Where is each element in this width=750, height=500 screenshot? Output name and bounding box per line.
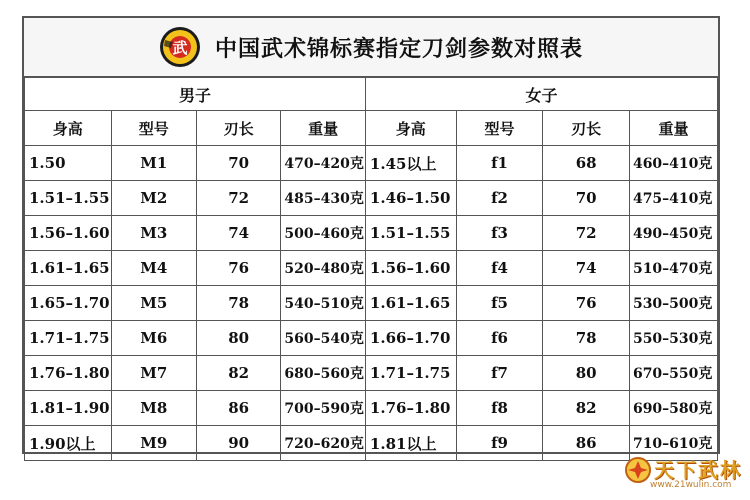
cell-male-model: M5 xyxy=(111,286,196,321)
cell-male-blade-length: 78 xyxy=(196,286,281,321)
cell-male-blade-length: 90 xyxy=(196,426,281,461)
col-male-weight: 重量 xyxy=(281,111,366,146)
cell-male-model: M1 xyxy=(111,146,196,181)
cell-male-model: M6 xyxy=(111,321,196,356)
cell-female-weight: 710–610克 xyxy=(629,426,717,461)
table-row xyxy=(25,216,718,251)
cell-male-weight: 720–620克 xyxy=(281,426,366,461)
cell-male-model: M4 xyxy=(111,251,196,286)
cell-female-height: 1.66–1.70 xyxy=(365,321,456,356)
page-title: 中国武术锦标赛指定刀剑参数对照表 xyxy=(214,35,583,62)
cell-female-model: f6 xyxy=(456,321,543,356)
cell-female-model: f9 xyxy=(456,426,543,461)
cell-male-blade-length: 76 xyxy=(196,251,281,286)
cell-male-blade-length: 74 xyxy=(196,216,281,251)
col-male-model: 型号 xyxy=(111,111,196,146)
cell-female-model: f7 xyxy=(456,356,543,391)
cell-female-weight: 490–450克 xyxy=(629,216,717,251)
table-row xyxy=(25,181,718,216)
cell-male-model: M3 xyxy=(111,216,196,251)
table-row xyxy=(25,286,718,321)
cell-male-height: 1.56–1.60 xyxy=(25,216,112,251)
table-body xyxy=(25,146,718,461)
cell-female-model: f8 xyxy=(456,391,543,426)
cell-female-blade-length: 72 xyxy=(543,216,630,251)
cell-male-weight: 540–510克 xyxy=(281,286,366,321)
cell-male-blade-length: 80 xyxy=(196,321,281,356)
cell-male-model: M2 xyxy=(111,181,196,216)
cell-male-weight: 680–560克 xyxy=(281,356,366,391)
cell-female-height: 1.56–1.60 xyxy=(365,251,456,286)
cell-female-height: 1.46–1.50 xyxy=(365,181,456,216)
site-logo-icon xyxy=(624,456,652,484)
cell-female-blade-length: 82 xyxy=(543,391,630,426)
col-male-blade-length: 刃长 xyxy=(196,111,281,146)
cell-female-weight: 690–580克 xyxy=(629,391,717,426)
table-row xyxy=(25,321,718,356)
cell-female-model: f4 xyxy=(456,251,543,286)
table-row xyxy=(25,251,718,286)
cell-female-weight: 550–530克 xyxy=(629,321,717,356)
cell-female-height: 1.61–1.65 xyxy=(365,286,456,321)
table-row xyxy=(25,391,718,426)
group-male-header: 男子 xyxy=(25,78,366,111)
cell-male-height: 1.51–1.55 xyxy=(25,181,112,216)
col-female-model: 型号 xyxy=(456,111,543,146)
table-row xyxy=(25,146,718,181)
cell-female-blade-length: 74 xyxy=(543,251,630,286)
cell-female-weight: 460–410克 xyxy=(629,146,717,181)
cell-female-blade-length: 78 xyxy=(543,321,630,356)
cell-male-weight: 560–540克 xyxy=(281,321,366,356)
cell-male-blade-length: 86 xyxy=(196,391,281,426)
cell-female-model: f3 xyxy=(456,216,543,251)
parameter-table-sheet xyxy=(22,16,720,454)
cell-female-height: 1.81以上 xyxy=(365,426,456,461)
cell-male-blade-length: 82 xyxy=(196,356,281,391)
cell-female-model: f5 xyxy=(456,286,543,321)
cell-female-blade-length: 80 xyxy=(543,356,630,391)
col-male-height: 身高 xyxy=(25,111,112,146)
cell-male-height: 1.90以上 xyxy=(25,426,112,461)
cell-male-weight: 500–460克 xyxy=(281,216,366,251)
cell-female-blade-length: 68 xyxy=(543,146,630,181)
cell-male-height: 1.65–1.70 xyxy=(25,286,112,321)
emblem-character: 武 xyxy=(172,39,188,57)
cell-male-weight: 700–590克 xyxy=(281,391,366,426)
cell-female-weight: 475–410克 xyxy=(629,181,717,216)
cell-male-height: 1.50 xyxy=(25,146,112,181)
col-female-height: 身高 xyxy=(365,111,456,146)
cell-male-model: M7 xyxy=(111,356,196,391)
cell-female-weight: 510–470克 xyxy=(629,251,717,286)
cell-female-weight: 670–550克 xyxy=(629,356,717,391)
col-female-weight: 重量 xyxy=(629,111,717,146)
table-row xyxy=(25,356,718,391)
col-female-blade-length: 刃长 xyxy=(543,111,630,146)
column-header-row xyxy=(25,111,718,146)
cell-male-blade-length: 70 xyxy=(196,146,281,181)
cell-female-model: f1 xyxy=(456,146,543,181)
cell-male-height: 1.81–1.90 xyxy=(25,391,112,426)
cell-female-height: 1.71–1.75 xyxy=(365,356,456,391)
cell-male-height: 1.76–1.80 xyxy=(25,356,112,391)
cell-male-weight: 520–480克 xyxy=(281,251,366,286)
parameter-table xyxy=(24,77,718,461)
group-header-row xyxy=(25,78,718,111)
watermark-name: 天下武林 xyxy=(654,458,742,482)
cell-male-model: M9 xyxy=(111,426,196,461)
cell-female-weight: 530–500克 xyxy=(629,286,717,321)
cell-female-height: 1.51–1.55 xyxy=(365,216,456,251)
cell-male-height: 1.71–1.75 xyxy=(25,321,112,356)
wushu-emblem-icon xyxy=(159,26,201,68)
title-row xyxy=(24,18,718,77)
cell-female-blade-length: 86 xyxy=(543,426,630,461)
cell-female-height: 1.45以上 xyxy=(365,146,456,181)
cell-female-blade-length: 76 xyxy=(543,286,630,321)
cell-male-height: 1.61–1.65 xyxy=(25,251,112,286)
watermark-url: www.21wulin.com xyxy=(650,480,732,490)
cell-male-model: M8 xyxy=(111,391,196,426)
cell-male-weight: 470–420克 xyxy=(281,146,366,181)
cell-female-blade-length: 70 xyxy=(543,181,630,216)
table-row xyxy=(25,426,718,461)
cell-male-weight: 485–430克 xyxy=(281,181,366,216)
cell-female-model: f2 xyxy=(456,181,543,216)
site-watermark xyxy=(624,452,742,496)
cell-male-blade-length: 72 xyxy=(196,181,281,216)
cell-female-height: 1.76–1.80 xyxy=(365,391,456,426)
group-female-header: 女子 xyxy=(365,78,717,111)
